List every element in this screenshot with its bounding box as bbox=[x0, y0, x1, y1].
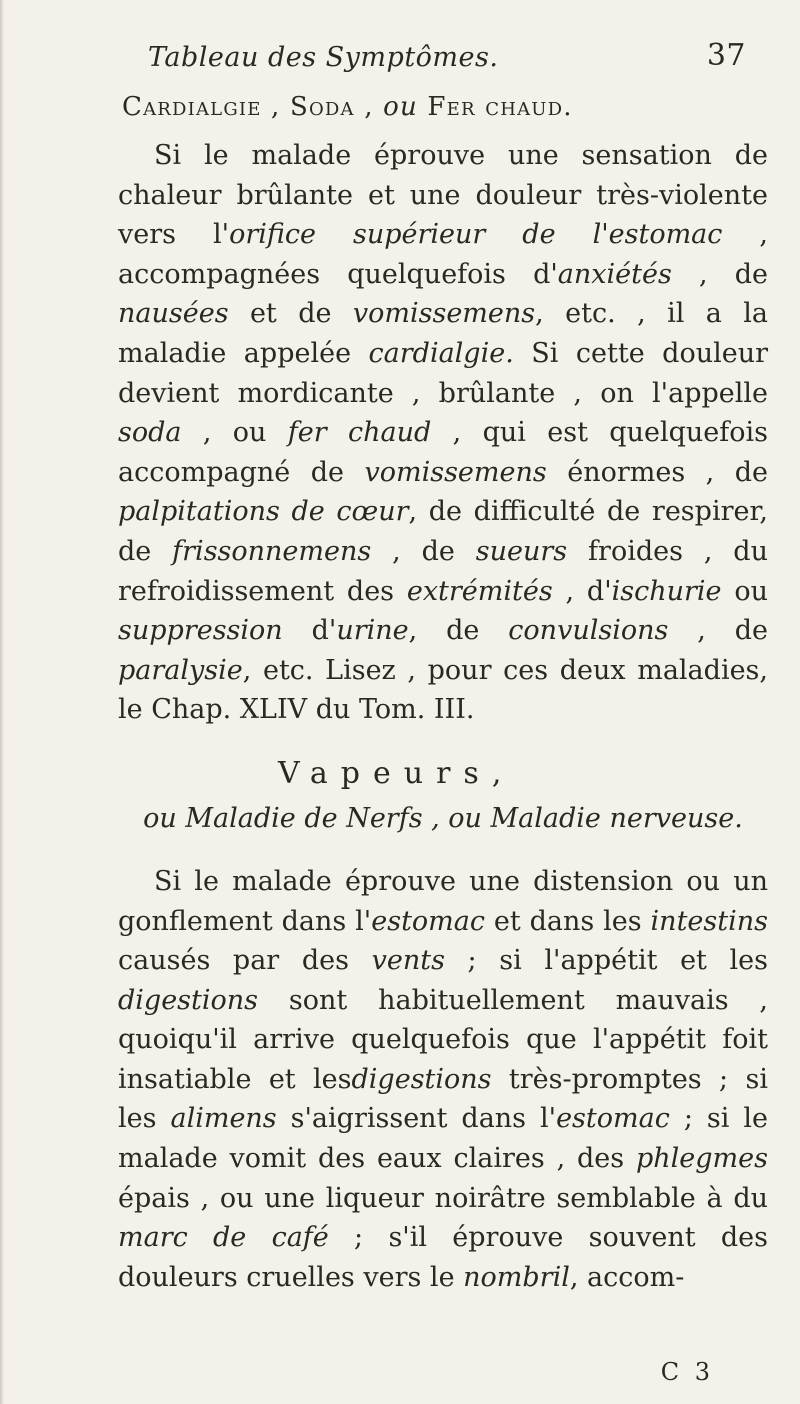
page-content bbox=[118, 28, 768, 1297]
cardialgie-heading: Cardialgie , Soda , ou Fer chaud. bbox=[122, 92, 573, 122]
running-title: Tableau des Symptômes. bbox=[148, 42, 499, 73]
page-number: 37 bbox=[706, 38, 746, 73]
signature-mark: C 3 bbox=[660, 1358, 714, 1386]
vapeurs-paragraph: Si le malade éprouve une distension ou un gonflement dans l'estomac et dans les intestins causés par des vents ; si l'appétit et les digestions sont habituellement mauvais , quoiqu'il arrive quelquefois que l'appétit foit insatiable et lesdigestions très-promptes ; si les alimens s'aigrissent dans l'estomac ; si le malade vomit des eaux claires , des phlegmes épais , ou une liqueur noirâtre semblable à du marc de café ; s'il éprouve souvent des douleurs cruelles vers le nombril, accom- bbox=[118, 865, 768, 1293]
cardialgie-paragraph: Si le malade éprouve une sensation de chaleur brûlante et une douleur très-violente vers l'orifice supérieur de l'estomac , accompagnées quelquefois d'anxiétés , de nausées et de vomissemens, etc. , il a la maladie appelée cardialgie. Si cette douleur devient mordicante , brûlante , on l'appelle soda , ou fer chaud , qui est quelquefois accompagné de vomissemens énormes , de palpitations de cœur, de difficulté de respirer, de frissonnemens , de sueurs froides , du refroidissement des extrémités , d'ischurie ou suppression d'urine, de convulsions , de paralysie, etc. Lisez , pour ces deux maladies, le Chap. XLIV du Tom. III. bbox=[118, 140, 768, 726]
vapeurs-subheading: ou Maladie de Nerfs , ou Maladie nerveuse. bbox=[143, 802, 743, 834]
running-head bbox=[118, 28, 768, 78]
page-edge bbox=[0, 0, 4, 1404]
vapeurs-heading: Vapeurs, bbox=[278, 755, 515, 791]
